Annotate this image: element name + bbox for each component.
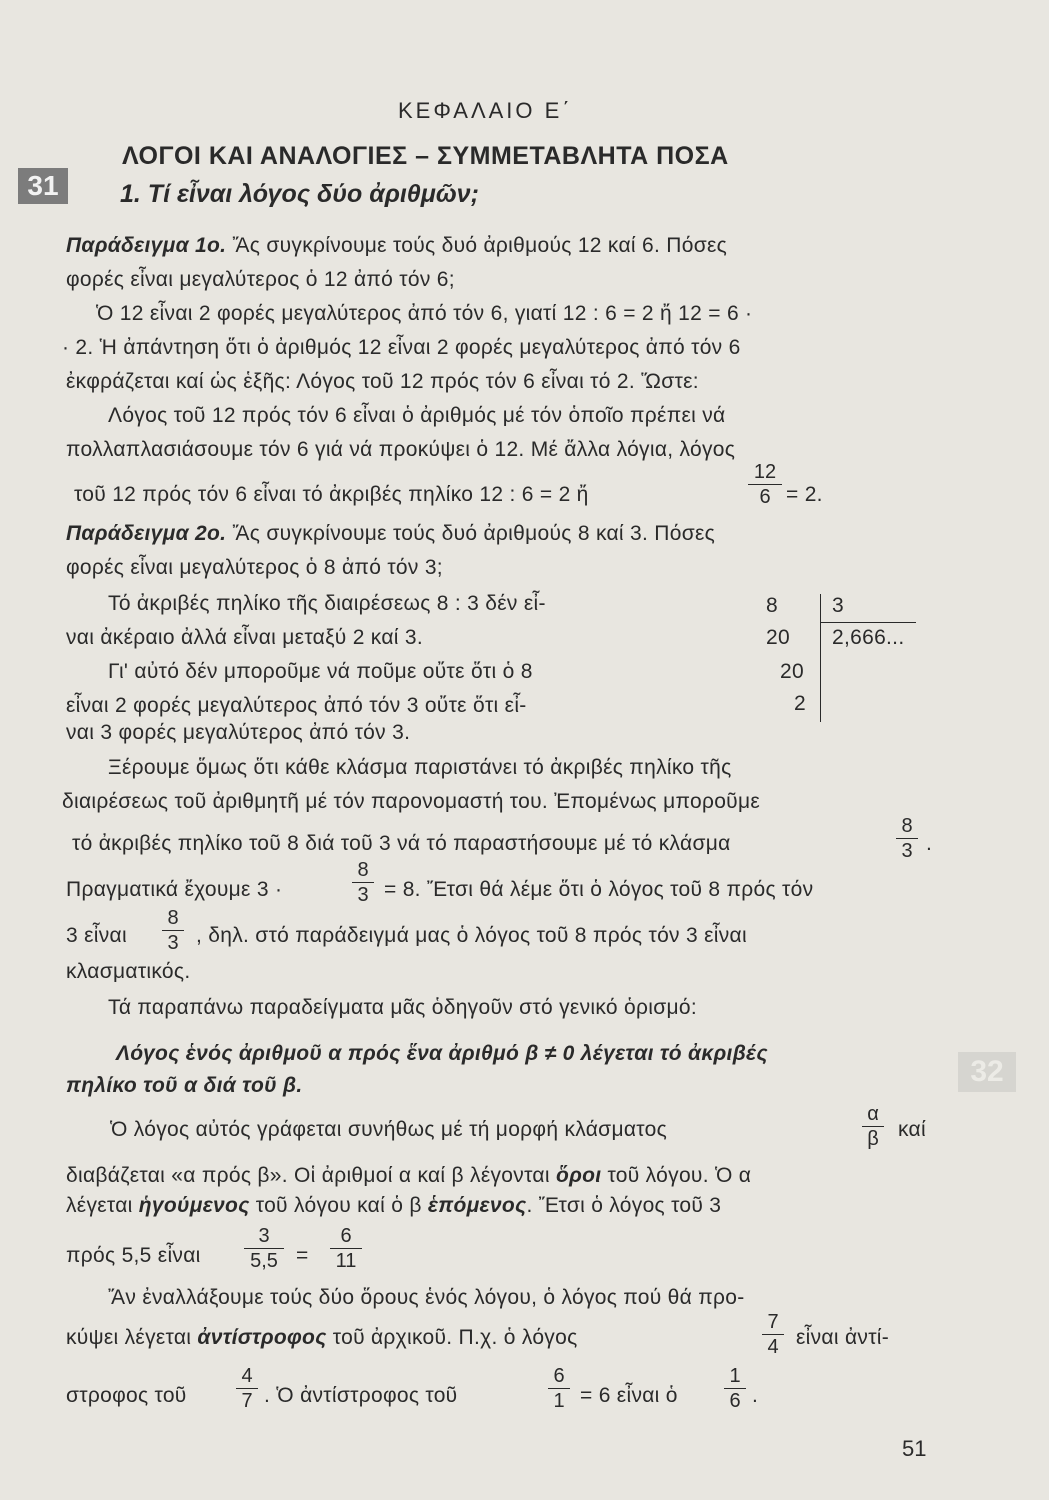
para5-line3b: τοῦ λόγου καί ὁ β bbox=[255, 1194, 422, 1217]
example1-label: Παράδειγμα 1ο. bbox=[66, 234, 227, 257]
definition-line1: Λόγος ἑνός ἀριθμοῦ α πρός ἕνα ἀριθμό β ≠ 0 λέγεται τό ἀκριβές bbox=[116, 1042, 768, 1065]
fraction-bar bbox=[862, 1126, 884, 1127]
fraction-bar bbox=[548, 1388, 570, 1389]
example1-text: Ἄς συγκρίνουμε τούς δυό ἀριθμούς 12 καί 6. Πόσες bbox=[232, 234, 728, 257]
division-quotient: 2,666... bbox=[832, 626, 905, 649]
fraction-numerator: 8 bbox=[901, 815, 913, 837]
fraction-bar bbox=[762, 1334, 784, 1335]
general-intro: Τά παραπάνω παραδείγματα μᾶς ὁδηγοῦν στό γενικό ὁρισμό: bbox=[108, 996, 697, 1019]
fraction-numerator: 7 bbox=[767, 1311, 779, 1333]
example1-line8-end: = 2. bbox=[786, 483, 823, 506]
term-igoumenos: ἡγούμενος bbox=[138, 1194, 250, 1217]
fraction-7-4 bbox=[762, 1312, 784, 1357]
para6-line2a: κύψει λέγεται bbox=[66, 1326, 192, 1349]
fraction-denominator: 7 bbox=[241, 1390, 253, 1412]
para6-line1: Ἄν ἐναλλάξουμε τούς δύο ὅρους ἑνός λόγου, ὁ λόγος πού θά προ- bbox=[108, 1286, 745, 1309]
fraction-8-3-a bbox=[896, 816, 918, 861]
para6-line2c: εἶναι ἀντί- bbox=[796, 1326, 890, 1349]
fraction-numerator: 8 bbox=[357, 859, 369, 881]
division-remainder-2: 20 bbox=[780, 660, 804, 683]
fraction-a-b bbox=[862, 1104, 884, 1149]
fraction-bar bbox=[724, 1388, 746, 1389]
term-epomenos: ἑπόμενος bbox=[427, 1194, 527, 1217]
definition-line2: πηλίκο τοῦ α διά τοῦ β. bbox=[66, 1074, 303, 1097]
page-number: 51 bbox=[902, 1436, 927, 1461]
example1-line8: τοῦ 12 πρός τόν 6 εἶναι τό ἀκριβές πηλίκο 12 : 6 = 2 ἤ bbox=[74, 483, 589, 506]
division-divisor: 3 bbox=[832, 594, 844, 617]
example2-label: Παράδειγμα 2ο. bbox=[66, 522, 227, 545]
term-oroi: ὅροι bbox=[555, 1164, 602, 1187]
division-remainder-3: 2 bbox=[794, 692, 806, 715]
example1-line2: φορές εἶναι μεγαλύτερος ὁ 12 ἀπό τόν 6; bbox=[66, 268, 455, 291]
example2-line7: ναι 3 φορές μεγαλύτερος ἀπό τόν 3. bbox=[66, 721, 411, 744]
para6-line3c: = 6 εἶναι ὁ bbox=[580, 1384, 678, 1407]
fraction-denominator: 3 bbox=[167, 932, 179, 954]
para3-line2: διαιρέσεως τοῦ ἀριθμητῆ μέ τόν παρονομαστή του. Ἐπομένως μποροῦμε bbox=[62, 790, 761, 813]
fraction-denominator: 1 bbox=[553, 1390, 565, 1412]
fraction-bar bbox=[748, 484, 782, 485]
fraction-bar bbox=[162, 930, 184, 931]
para3-line3: τό ἀκριβές πηλίκο τοῦ 8 διά τοῦ 3 νά τό παραστήσουμε μέ τό κλάσμα bbox=[72, 832, 731, 855]
para5-line2a: διαβάζεται «α πρός β». Οἱ ἀριθμοί α καί β λέγονται bbox=[66, 1164, 550, 1187]
section-number-badge: 31 bbox=[18, 168, 68, 204]
fraction-denominator: 3 bbox=[357, 884, 369, 906]
division-vertical-line bbox=[820, 594, 821, 722]
section-title: 1. Τί εἶναι λόγος δύο ἀριθμῶν; bbox=[120, 180, 479, 208]
fraction-bar bbox=[352, 882, 374, 883]
fraction-denominator: β bbox=[867, 1128, 879, 1150]
para5-line2 bbox=[66, 1164, 751, 1188]
para3-line3-end: . bbox=[926, 832, 933, 855]
example2-line3: Τό ἀκριβές πηλίκο τῆς διαιρέσεως 8 : 3 δέν εἶ- bbox=[108, 592, 546, 615]
fraction-8-3-c bbox=[162, 908, 184, 953]
fraction-denominator: 4 bbox=[767, 1336, 779, 1358]
division-horizontal-line bbox=[820, 622, 916, 623]
para3-line5b: , δηλ. στό παράδειγμά μας ὁ λόγος τοῦ 8 πρός τόν 3 εἶναι bbox=[196, 924, 747, 947]
chapter-label: ΚΕΦΑΛΑΙΟ Ε΄ bbox=[398, 98, 573, 123]
fraction-numerator: 6 bbox=[340, 1225, 352, 1247]
para5-line4a: πρός 5,5 εἶναι bbox=[66, 1244, 201, 1267]
fraction-bar bbox=[236, 1388, 258, 1389]
fraction-numerator: 8 bbox=[167, 907, 179, 929]
fraction-6-11 bbox=[330, 1226, 362, 1271]
fraction-12-6 bbox=[748, 462, 782, 507]
chapter-title: ΛΟΓΟΙ ΚΑΙ ΑΝΑΛΟΓΙΕΣ – ΣΥΜΜΕΤΑΒΛΗΤΑ ΠΟΣΑ bbox=[122, 142, 729, 170]
fraction-denominator: 6 bbox=[759, 486, 771, 508]
fraction-numerator: 4 bbox=[241, 1365, 253, 1387]
fraction-numerator: 1 bbox=[729, 1365, 741, 1387]
para5-line3a: λέγεται bbox=[66, 1194, 133, 1217]
example1-line6: Λόγος τοῦ 12 πρός τόν 6 εἶναι ὁ ἀριθμός μέ τόν ὁποῖο πρέπει νά bbox=[108, 404, 726, 427]
ghost-section-badge: 32 bbox=[958, 1052, 1016, 1092]
para3-line4a: Πραγματικά ἔχουμε 3 · bbox=[66, 878, 283, 901]
para5-equals: = bbox=[296, 1244, 309, 1267]
fraction-bar bbox=[330, 1248, 362, 1249]
fraction-denominator: 3 bbox=[901, 840, 913, 862]
fraction-bar bbox=[896, 838, 918, 839]
para3-line4b: = 8. Ἔτσι θά λέμε ὅτι ὁ λόγος τοῦ 8 πρός τόν bbox=[384, 878, 814, 901]
fraction-numerator: α bbox=[867, 1103, 879, 1125]
fraction-4-7 bbox=[236, 1366, 258, 1411]
para6-line2b: τοῦ ἀρχικοῦ. Π.χ. ὁ λόγος bbox=[332, 1326, 578, 1349]
fraction-denominator: 11 bbox=[335, 1250, 357, 1272]
example1-line4: · 2. Ἡ ἀπάντηση ὅτι ὁ ἀριθμός 12 εἶναι 2 φορές μεγαλύτερος ἀπό τόν 6 bbox=[62, 336, 741, 359]
para5-line3c: . Ἔτσι ὁ λόγος τοῦ 3 bbox=[526, 1194, 722, 1217]
example2-line1 bbox=[66, 522, 715, 546]
para3-line6: κλασματικός. bbox=[66, 960, 191, 983]
fraction-3-5_5 bbox=[244, 1226, 284, 1271]
para5-line1-end: καί bbox=[898, 1118, 926, 1141]
fraction-numerator: 3 bbox=[258, 1225, 270, 1247]
example1-line7: πολλαπλασιάσουμε τόν 6 γιά νά προκύψει ὁ 12. Μέ ἄλλα λόγια, λόγος bbox=[66, 438, 736, 461]
example1-line5: ἐκφράζεται καί ὡς ἑξῆς: Λόγος τοῦ 12 πρός τόν 6 εἶναι τό 2. Ὥστε: bbox=[66, 370, 699, 393]
fraction-6-1 bbox=[548, 1366, 570, 1411]
example2-line2: φορές εἶναι μεγαλύτερος ὁ 8 ἀπό τόν 3; bbox=[66, 556, 443, 579]
example2-line6: εἶναι 2 φορές μεγαλύτερος ἀπό τόν 3 οὔτε ὅτι εἶ- bbox=[66, 694, 527, 717]
para6-line3a: στροφος τοῦ bbox=[66, 1384, 187, 1407]
division-remainder-1: 20 bbox=[766, 626, 790, 649]
fraction-denominator: 6 bbox=[729, 1390, 741, 1412]
para3-line5a: 3 εἶναι bbox=[66, 924, 127, 947]
term-antistrofos: ἀντίστροφος bbox=[197, 1326, 327, 1349]
para5-line3 bbox=[66, 1194, 721, 1218]
para5-line1: Ὁ λόγος αὐτός γράφεται συνήθως μέ τή μορφή κλάσματος bbox=[110, 1118, 667, 1141]
fraction-numerator: 12 bbox=[753, 461, 777, 483]
fraction-1-6 bbox=[724, 1366, 746, 1411]
fraction-denominator: 5,5 bbox=[250, 1250, 278, 1272]
example1-line1 bbox=[66, 234, 727, 258]
example2-text: Ἄς συγκρίνουμε τούς δυό ἀριθμούς 8 καί 3. Πόσες bbox=[232, 522, 716, 545]
para6-line3b: . Ὁ ἀντίστροφος τοῦ bbox=[264, 1384, 458, 1407]
para6-line2 bbox=[66, 1326, 578, 1350]
division-dividend: 8 bbox=[766, 594, 778, 617]
fraction-bar bbox=[244, 1248, 284, 1249]
example1-line3: Ὁ 12 εἶναι 2 φορές μεγαλύτερος ἀπό τόν 6, γιατί 12 : 6 = 2 ἤ 12 = 6 · bbox=[96, 302, 753, 325]
fraction-8-3-b bbox=[352, 860, 374, 905]
para6-line3-end: . bbox=[752, 1384, 759, 1407]
example2-line4: ναι ἀκέραιο ἀλλά εἶναι μεταξύ 2 καί 3. bbox=[66, 626, 424, 649]
example2-line5: Γι' αὐτό δέν μποροῦμε νά ποῦμε οὔτε ὅτι ὁ 8 bbox=[108, 660, 533, 683]
para3-line1: Ξέρουμε ὅμως ὅτι κάθε κλάσμα παριστάνει τό ἀκριβές πηλίκο τῆς bbox=[108, 756, 732, 779]
fraction-numerator: 6 bbox=[553, 1365, 565, 1387]
para5-line2b: τοῦ λόγου. Ὁ α bbox=[607, 1164, 752, 1187]
